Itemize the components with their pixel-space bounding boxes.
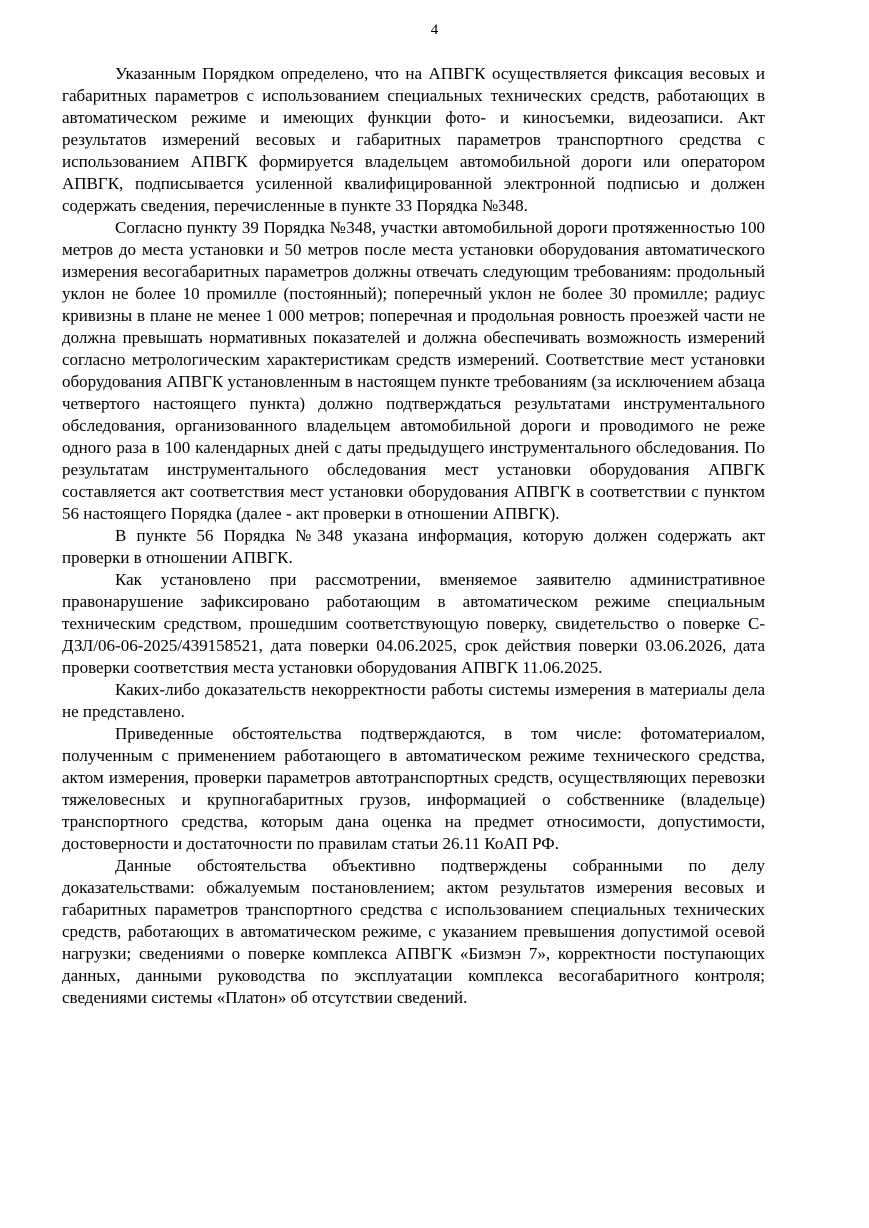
paragraph-confirmed-circumstances: Приведенные обстоятельства подтверждаются, в том числе: фотоматериалом, полученным с применением работающего в автоматическом режиме технического средства, актом измерения, проверки параметров автотранспортных средств, осуществляющих перевозки тяжеловесных и крупногабаритных грузов, информацией о собственнике (владельце) транспортного средства, которым дана оценка на предмет относимости, допустимости, достоверности и достаточности по правилам статьи 26.11 КоАП РФ. [62,724,765,853]
paragraph-point-56: В пункте 56 Порядка №348 указана информация, которую должен содержать акт проверки в отношении АПВГК. [62,526,765,567]
page-number: 4 [430,22,439,38]
paragraph-collected-evidence: Данные обстоятельства объективно подтверждены собранными по делу доказательствами: обжалуемым постановлением; актом результатов измерения весовых и габаритных параметров транспортного средства с использованием специальных технических средств, работающих в автоматическом режиме, с указанием превышения допустимой осевой нагрузки; сведениями о поверке комплекса АПВГК «Бизмэн 7», корректности поступающих данных, данными руководства по эксплуатации комплекса весогабаритного контроля; сведениями системы «Платон» об отсутствии сведений. [62,856,765,1007]
paragraph-verification-details: Как установлено при рассмотрении, вменяемое заявителю административное правонарушение зафиксировано работающим в автоматическом режиме специальным техническим средством, прошедшим соответствующую поверку, свидетельство о поверке С-ДЗЛ/06-06-2025/439158521, дата поверки 04.06.2025, срок действия поверки 03.06.2026, дата проверки соответствия места установки оборудования АПВГК 11.06.2025. [62,570,765,677]
paragraph-point-39-requirements: Согласно пункту 39 Порядка №348, участки автомобильной дороги протяженностью 100 метров до места установки и 50 метров после места установки оборудования автоматического измерения весогабаритных параметров должны отвечать следующим требованиям: продольный уклон не более 10 промилле (постоянный); поперечный уклон не более 30 промилле; радиус кривизны в плане не менее 1 000 метров; поперечная и продольная ровность проезжей части не должна превышать нормативных показателей и должна обеспечивать возможность измерений согласно метрологическим характеристикам средств измерений. Соответствие мест установки оборудования АПВГК установленным в настоящем пункте требованиям (за исключением абзаца четвертого настоящего пункта) должно подтверждаться результатами инструментального обследования, организованного владельцем автомобильной дороги и проводимого не реже одного раза в 100 календарных дней с даты предыдущего инструментального обследования. По результатам инструментального обследования мест установки оборудования АПВГК составляется акт соответствия мест установки оборудования АПВГК в соответствии с пунктом 56 настоящего Порядка (далее - акт проверки в отношении АПВГК). [62,218,765,523]
paragraph-apvgk-fixation: Указанным Порядком определено, что на АПВГК осуществляется фиксация весовых и габаритных параметров с использованием специальных технических средств, работающих в автоматическом режиме и имеющих функции фото- и киносъемки, видеозаписи. Акт результатов измерений весовых и габаритных параметров транспортного средства с использованием АПВГК формируется владельцем автомобильной дороги или оператором АПВГК, подписывается усиленной квалифицированной электронной подписью и должен содержать сведения, перечисленные в пункте 33 Порядка №348. [62,64,765,215]
document-body [62,63,765,1009]
paragraph-no-evidence: Каких-либо доказательств некорректности работы системы измерения в материалы дела не представлено. [62,680,765,721]
